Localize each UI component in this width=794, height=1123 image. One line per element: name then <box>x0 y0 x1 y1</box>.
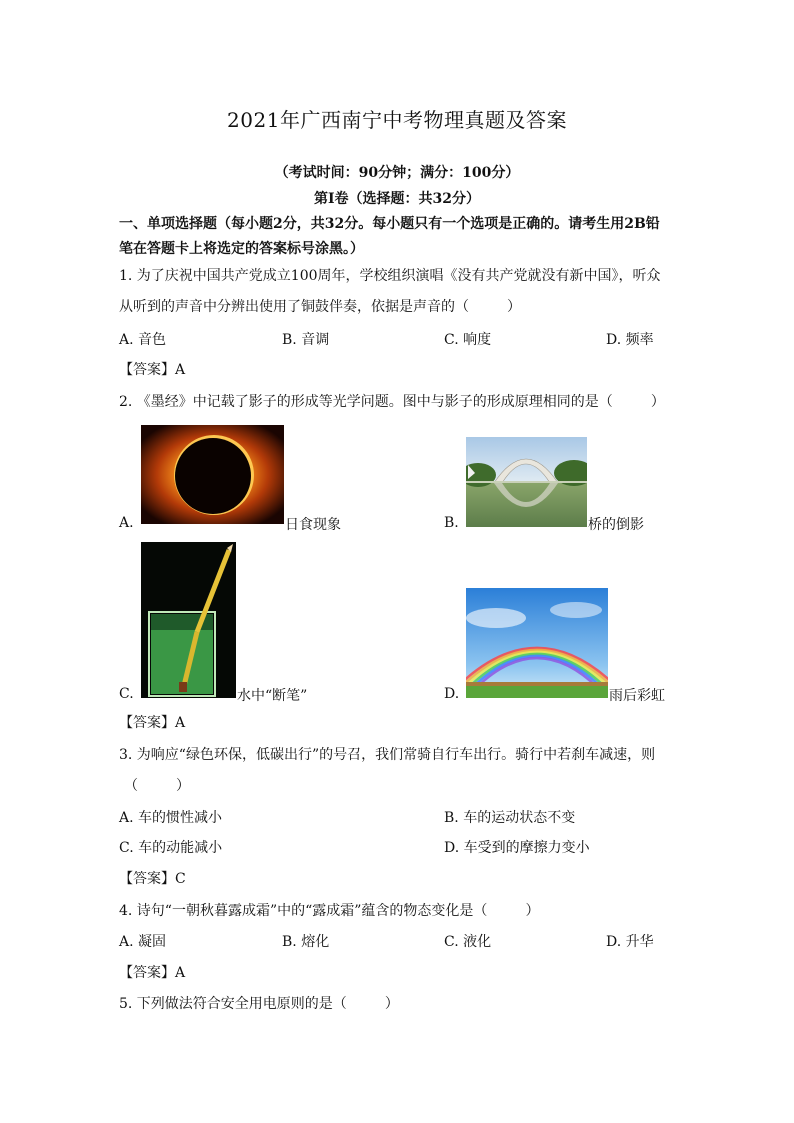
option-text: 车受到的摩擦力变小 <box>463 840 590 856</box>
option-letter: D. <box>606 332 622 348</box>
q1-option-a <box>119 329 166 349</box>
q3-answer <box>119 868 186 888</box>
answer-value: C <box>175 871 186 887</box>
q2-option-b-letter: B. <box>444 515 459 531</box>
q3-close-paren: ） <box>176 778 190 794</box>
q1-stem-line1: 1. 为了庆祝中国共产党成立100周年，学校组织演唱《没有共产党就没有新中国》，听众 <box>119 268 661 284</box>
option-letter: C. <box>444 332 459 348</box>
bridge-reflection-image <box>466 437 587 527</box>
option-text: 车的运动状态不变 <box>463 810 576 826</box>
section-heading-line2: 笔在答题卡上将选定的答案标号涂黑。） <box>119 241 364 257</box>
option-text: 升华 <box>625 934 654 950</box>
q2-option-b-caption: 桥的倒影 <box>588 517 644 533</box>
q5-close-paren: ） <box>384 996 399 1012</box>
q2-option-c-letter: C. <box>119 686 134 702</box>
solar-eclipse-image <box>141 425 284 524</box>
option-letter: C. <box>119 840 134 856</box>
option-text: 响度 <box>463 332 492 348</box>
q1-stem-line2 <box>119 296 521 316</box>
q5-stem-text: 5. 下列做法符合安全用电原则的是（ <box>119 996 347 1012</box>
option-text: 液化 <box>463 934 492 950</box>
q1-option-d <box>606 329 654 349</box>
q4-stem-text: 4. 诗句“一朝秋暮露成霜”中的“露成霜”蕴含的物态变化是（ <box>119 903 488 919</box>
q4-answer <box>119 962 185 982</box>
q4-option-c <box>444 931 491 951</box>
q2-option-d-letter: D. <box>444 686 460 702</box>
q3-option-a <box>119 807 222 827</box>
option-letter: C. <box>444 934 459 950</box>
answer-value: A <box>175 715 186 731</box>
q2-stem-line1 <box>119 391 665 411</box>
q2-close-paren: ） <box>650 394 665 410</box>
page-title: 2021年广西南宁中考物理真题及答案 <box>227 108 567 132</box>
q2-option-d-caption: 雨后彩虹 <box>609 688 665 704</box>
option-letter: A. <box>119 332 134 348</box>
q1-option-c <box>444 329 491 349</box>
q2-option-a-letter: A. <box>119 515 134 531</box>
option-text: 车的惯性减小 <box>138 810 223 826</box>
option-letter: B. <box>282 332 297 348</box>
rainbow-image <box>466 588 608 698</box>
answer-value: A <box>175 965 186 981</box>
q5-stem-line1 <box>119 993 399 1013</box>
option-text: 车的动能减小 <box>138 840 223 856</box>
option-letter: B. <box>282 934 297 950</box>
q3-stem-line2 <box>124 775 190 795</box>
q3-option-b <box>444 807 575 827</box>
option-text: 音调 <box>301 332 330 348</box>
q4-option-d <box>606 931 654 951</box>
part-title: 第Ⅰ卷（选择题：共32分） <box>313 191 481 207</box>
q2-answer <box>119 712 185 732</box>
option-text: 熔化 <box>301 934 330 950</box>
option-letter: D. <box>444 840 460 856</box>
q4-stem-line1 <box>119 900 539 920</box>
q4-close-paren: ） <box>525 903 540 919</box>
q3-option-d <box>444 837 590 857</box>
broken-pencil-image <box>141 542 236 698</box>
q1-close-paren: ） <box>507 299 521 315</box>
option-text: 音色 <box>138 332 167 348</box>
answer-label: 【答案】 <box>119 715 175 731</box>
q3-open-paren: （ <box>124 778 138 794</box>
q2-option-a-caption: 日食现象 <box>285 517 341 533</box>
option-letter: A. <box>119 934 134 950</box>
option-text: 凝固 <box>138 934 167 950</box>
q4-option-b <box>282 931 329 951</box>
q3-option-c <box>119 837 222 857</box>
answer-value: A <box>175 362 186 378</box>
option-text: 频率 <box>625 332 654 348</box>
option-letter: D. <box>606 934 622 950</box>
option-letter: A. <box>119 810 134 826</box>
section-heading-line1: 一、单项选择题（每小题2分，共32分。每小题只有一个选项是正确的。请考生用2B铅 <box>119 216 660 232</box>
answer-label: 【答案】 <box>119 871 175 887</box>
q1-answer <box>119 359 185 379</box>
option-letter: B. <box>444 810 459 826</box>
q2-stem-text: 2. 《墨经》中记载了影子的形成等光学问题。图中与影子的形成原理相同的是（ <box>119 394 613 410</box>
q2-option-c-caption: 水中“断笔” <box>237 688 308 704</box>
q1-option-b <box>282 329 329 349</box>
q1-stem-text: 从听到的声音中分辨出使用了铜鼓伴奏，依据是声音的（ <box>119 299 469 315</box>
answer-label: 【答案】 <box>119 965 175 981</box>
q3-stem-line1: 3. 为响应“绿色环保，低碳出行”的号召，我们常骑自行车出行。骑行中若刹车减速，则 <box>119 747 656 763</box>
answer-label: 【答案】 <box>119 362 175 378</box>
exam-info: （考试时间：90分钟；满分：100分） <box>274 165 520 181</box>
q4-option-a <box>119 931 166 951</box>
